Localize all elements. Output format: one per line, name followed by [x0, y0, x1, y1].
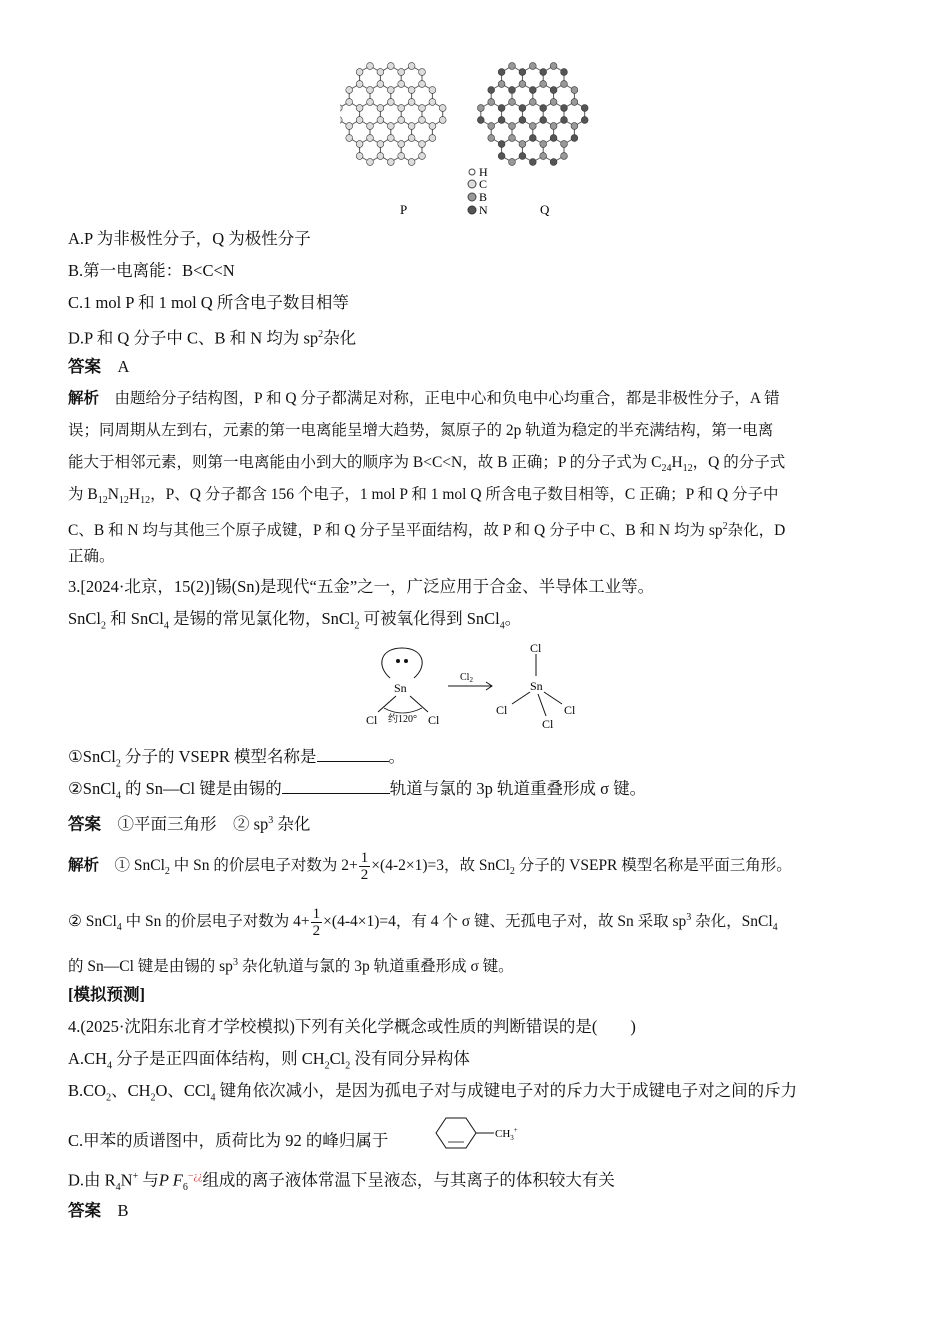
- atom: [540, 105, 547, 112]
- atom: [387, 159, 394, 166]
- q2-option-d: D.P 和 Q 分子中 C、B 和 N 均为 $sp^2$杂化: [68, 328, 357, 348]
- atom: [509, 123, 516, 130]
- atom: [540, 141, 547, 148]
- atom: [509, 99, 516, 106]
- atom: [509, 87, 516, 94]
- atom: [529, 87, 536, 94]
- q3-intro: SnCl$_2$ 和 SnCl$_4$ 是锡的常见氯化物，SnCl$_2$ 可被氧化得到 SnCl$_4$。: [68, 609, 522, 632]
- atom: [377, 141, 384, 148]
- atom: [488, 123, 495, 130]
- label-p: P: [400, 202, 408, 217]
- atom: [408, 87, 415, 94]
- cl-atom: Cl: [564, 703, 576, 717]
- q4-option-c: C.甲苯的质谱图中，质荷比为 92 的峰归属于: [68, 1131, 389, 1150]
- atom: [340, 105, 342, 112]
- atom: [571, 135, 578, 142]
- atom: [356, 153, 363, 160]
- atom: [356, 117, 363, 124]
- atom: [387, 123, 394, 130]
- atom: [550, 135, 557, 142]
- atom: [550, 99, 557, 106]
- q3-answer: 答案 ①平面三角形 ② $sp^3$ 杂化: [68, 814, 311, 834]
- cl-atom: Cl: [530, 641, 542, 655]
- answer-blank[interactable]: [317, 746, 389, 762]
- molecule-q: [477, 63, 588, 166]
- atom: [477, 117, 484, 124]
- atom: [550, 87, 557, 94]
- atom: [571, 123, 578, 130]
- atom: [571, 99, 578, 106]
- atom: [509, 63, 516, 70]
- atom: [408, 135, 415, 142]
- atom: [540, 69, 547, 76]
- atom: [367, 123, 374, 130]
- atom: [477, 105, 484, 112]
- atom: [529, 159, 536, 166]
- legend-c: C: [479, 177, 488, 191]
- atom: [429, 99, 436, 106]
- atom: [550, 159, 557, 166]
- atom: [367, 159, 374, 166]
- molecule-figure: [340, 60, 620, 220]
- atom: [540, 153, 547, 160]
- atom: [387, 135, 394, 142]
- q2-analysis-line: 正确。: [68, 548, 115, 565]
- atom: [498, 141, 505, 148]
- atom: [529, 135, 536, 142]
- atom: [340, 117, 342, 124]
- cl-atom: Cl: [542, 717, 554, 731]
- atom: [519, 69, 526, 76]
- atom: [509, 159, 516, 166]
- atom: [519, 153, 526, 160]
- atom: [377, 117, 384, 124]
- cl-atom: Cl: [428, 713, 440, 727]
- atom: [408, 123, 415, 130]
- atom: [439, 105, 446, 112]
- section-title: [模拟预测]: [68, 985, 145, 1004]
- atom: [429, 87, 436, 94]
- atom: [529, 123, 536, 130]
- atom: [387, 87, 394, 94]
- atom: [540, 81, 547, 88]
- q2-analysis-line: 解析 由题给分子结构图，P 和 Q 分子都满足对称，正电中心和负电中心均重合，都是非极性分子，A 错: [68, 390, 780, 407]
- q2-analysis-line: 为 $B_{12}N_{12}H_{12}$，P、Q 分子都含 156 个电子，1 mol P 和 1 mol Q 所含电子数目相等，C 正确；P 和 Q 分子中: [68, 486, 779, 507]
- q4-option-b: $B.CO_2$、$CH_2O$、CCl$_4$ 键角依次减小，是因为孤电子对与成键电子对的斥力大于成键电子对之间的斥力: [68, 1081, 798, 1104]
- atom: [377, 153, 384, 160]
- atom: [367, 63, 374, 70]
- q3-analysis-line: ② SnCl$_4$ 中 Sn 的价层电子对数为 4+ $\frac{1}{2}$ ×(4-4×1)=4，有 4 个 σ 键、无孤电子对，故 Sn 采取 $sp^3$ 杂化，SnCl$_4$: [68, 906, 778, 939]
- q3-analysis-line: 的 Sn—Cl 键是由锡的 $sp^3$ 杂化轨道与氯的 3p 轨道重叠形成 σ 键。: [68, 957, 514, 976]
- atom: [519, 105, 526, 112]
- atom: [419, 69, 426, 76]
- cl-atom: Cl: [366, 713, 378, 727]
- cl-atom: Cl: [496, 703, 508, 717]
- atom: [561, 105, 568, 112]
- legend-n: N: [479, 203, 488, 217]
- sn-atom: Sn: [394, 681, 407, 695]
- fraction: $\frac{1}{2}$: [360, 850, 369, 883]
- molecule-p: [340, 63, 446, 166]
- q4-title: 4.(2025·沈阳东北育才学校模拟)下列有关化学概念或性质的判断错误的是( ): [68, 1017, 636, 1036]
- atom: [550, 63, 557, 70]
- atom: [408, 63, 415, 70]
- atom: [529, 63, 536, 70]
- atom: [419, 141, 426, 148]
- atom: [367, 99, 374, 106]
- q4-option-a: $A.CH_4$ 分子是正四面体结构，则 $CH_2Cl_2$ 没有同分异构体: [68, 1049, 470, 1072]
- q2-analysis-line: 能大于相邻元素，则第一电离能由小到大的顺序为 B<C<N，故 B 正确；P 的分子式为 $C_{24}H_{12}$，Q 的分子式: [68, 454, 786, 475]
- atom: [346, 99, 353, 106]
- atom: [498, 69, 505, 76]
- atom: [398, 141, 405, 148]
- legend-b: B: [479, 190, 488, 204]
- atom: [398, 153, 405, 160]
- sn-atom: Sn: [530, 679, 543, 693]
- q2-answer: 答案 A: [68, 357, 130, 376]
- atom: [581, 117, 588, 124]
- atom: [419, 81, 426, 88]
- atom: [571, 87, 578, 94]
- atom: [561, 117, 568, 124]
- atom: [367, 135, 374, 142]
- atom: [356, 105, 363, 112]
- atom: [561, 81, 568, 88]
- atom: [529, 99, 536, 106]
- legend: [468, 165, 488, 217]
- q2-analysis-line: C、B 和 N 均与其他三个原子成键，P 和 Q 分子呈平面结构，故 P 和 Q 分子中 C、B 和 N 均为 $sp^2$杂化，D: [68, 521, 786, 540]
- atom: [398, 105, 405, 112]
- atom: [550, 123, 557, 130]
- atom: [346, 135, 353, 142]
- q3-sub2: ②SnCl$_4$ 的 Sn—Cl 键是由锡的 轨道与氯的 3p 轨道重叠形成 σ 键。: [68, 779, 647, 802]
- q3-analysis-line: 解析 ① SnCl$_2$ 中 Sn 的价层电子对数为 2+ $\frac{1}{2}$ ×(4-2×1)=3，故 SnCl$_2$ 分子的 VSEPR 模型名称是平面三角形。: [68, 850, 792, 883]
- atom: [387, 63, 394, 70]
- atom: [419, 153, 426, 160]
- atom: [439, 117, 446, 124]
- atom: [429, 123, 436, 130]
- sncl-figure: [360, 640, 600, 732]
- atom: [561, 141, 568, 148]
- atom: [561, 153, 568, 160]
- label-q: Q: [540, 202, 550, 217]
- atom: [377, 81, 384, 88]
- atom: [356, 141, 363, 148]
- fraction: $\frac{1}{2}$: [312, 906, 321, 939]
- q4-option-d: D.由 $R_4N^+$ 与P $F_6^{-¿¿}$组成的离子液体常温下呈液态，与其离子的体积较大有关: [68, 1170, 615, 1193]
- atom: [377, 69, 384, 76]
- atom: [488, 99, 495, 106]
- q3-title: 3.[2024·北京，15(2)]锡(Sn)是现代“五金”之一，广泛应用于合金、半导体工业等。: [68, 577, 655, 596]
- atom: [398, 69, 405, 76]
- atom: [367, 87, 374, 94]
- atom: [356, 81, 363, 88]
- atom: [356, 69, 363, 76]
- toluene-structure: [426, 1112, 536, 1154]
- atom: [519, 81, 526, 88]
- atom: [509, 135, 516, 142]
- atom: [398, 117, 405, 124]
- atom: [419, 105, 426, 112]
- atom: [498, 117, 505, 124]
- atom: [581, 105, 588, 112]
- atom: [561, 69, 568, 76]
- atom: [498, 105, 505, 112]
- atom: [398, 81, 405, 88]
- q3-sub1: ①SnCl$_2$ 分子的 VSEPR 模型名称是 。: [68, 747, 406, 770]
- atom: [488, 135, 495, 142]
- atom: [346, 123, 353, 130]
- answer-blank[interactable]: [282, 778, 390, 794]
- atom: [429, 135, 436, 142]
- atom: [346, 87, 353, 94]
- q2-option-a: A.P 为非极性分子，Q 为极性分子: [68, 229, 311, 248]
- q4-answer: 答案 B: [68, 1201, 129, 1220]
- q2-option-c: C.1 mol P 和 1 mol Q 所含电子数目相等: [68, 293, 349, 312]
- atom: [540, 117, 547, 124]
- atom: [408, 159, 415, 166]
- atom: [498, 81, 505, 88]
- atom: [377, 105, 384, 112]
- atom: [519, 141, 526, 148]
- atom: [387, 99, 394, 106]
- atom: [419, 117, 426, 124]
- atom: [488, 87, 495, 94]
- atom: [498, 153, 505, 160]
- q2-analysis-line: 误；同周期从左到右，元素的第一电离能呈增大趋势，氮原子的 2p 轨道为稳定的半充满结构，第一电离: [68, 422, 774, 439]
- legend-h: H: [479, 165, 488, 179]
- cl2-reagent: $Cl_2$: [460, 672, 473, 684]
- ch3-group: $CH_3^+$: [495, 1126, 518, 1142]
- atom: [408, 99, 415, 106]
- angle-label: 约120°: [388, 714, 417, 725]
- q2-option-b: B.第一电离能：B<C<N: [68, 261, 235, 280]
- atom: [519, 117, 526, 124]
